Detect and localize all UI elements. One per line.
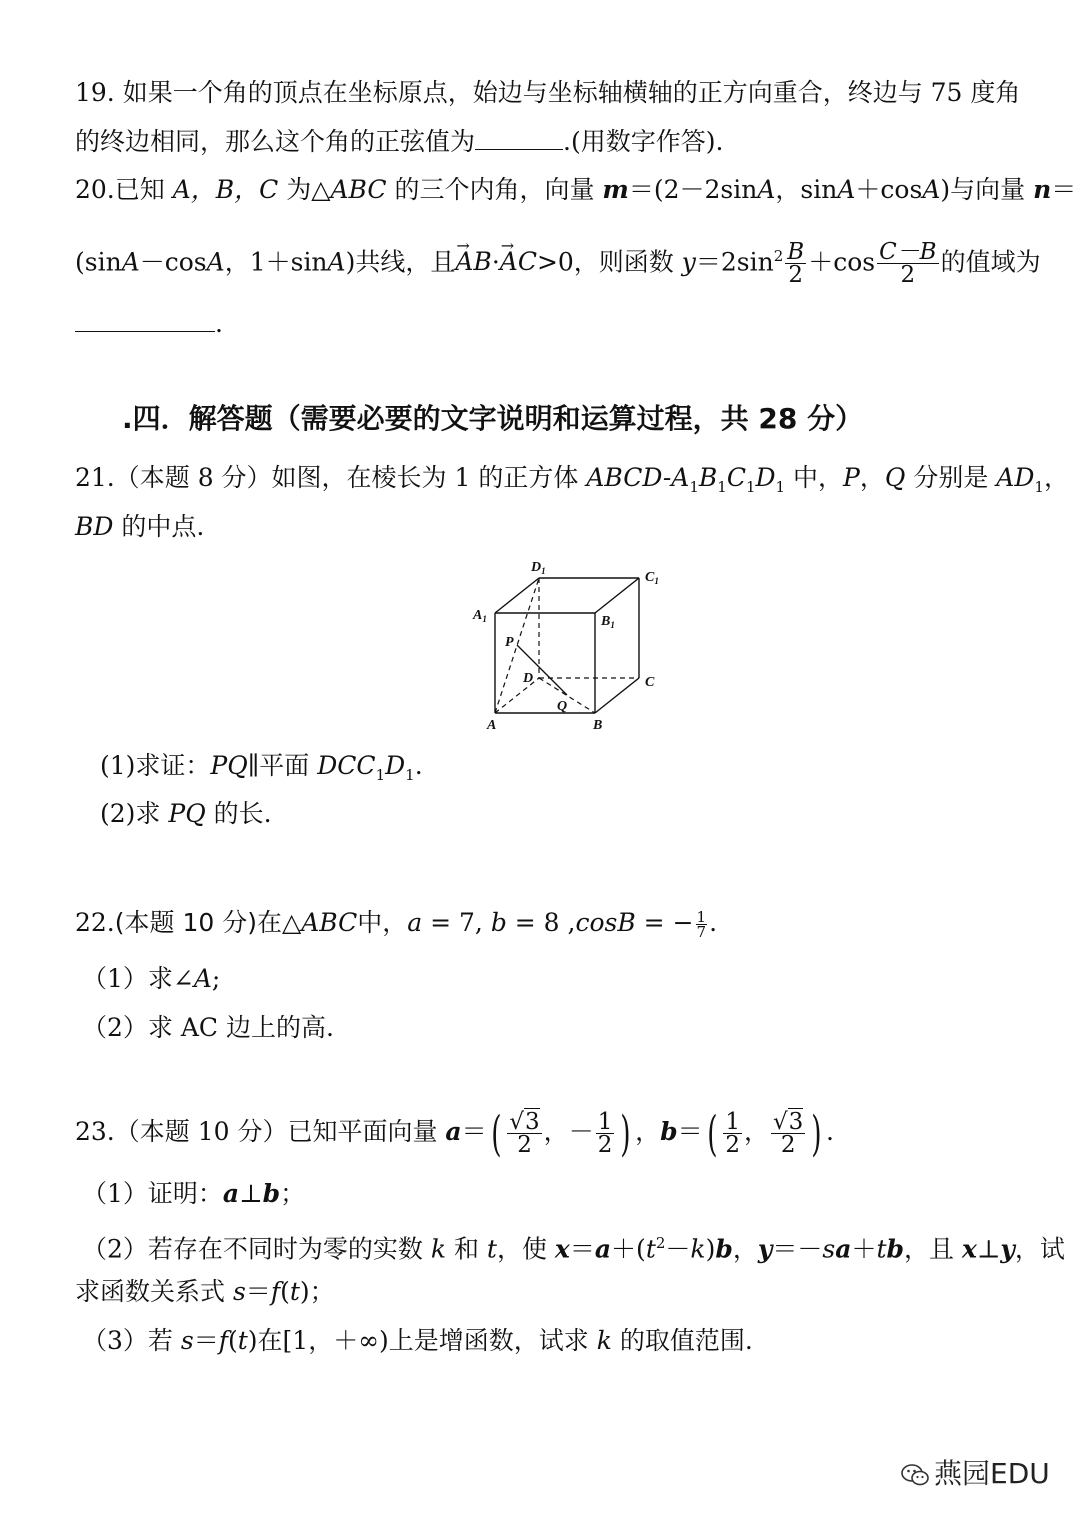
q20-line3 bbox=[75, 307, 223, 341]
q23-t: ，试 bbox=[1014, 1234, 1065, 1264]
q23-t: s bbox=[180, 1326, 194, 1355]
fraction-b-over-2 bbox=[785, 239, 806, 289]
q22-t: 中， bbox=[357, 908, 408, 937]
edge-a1d1 bbox=[495, 578, 539, 613]
wechat-icon bbox=[900, 1462, 930, 1488]
q23-t: y bbox=[757, 1234, 773, 1264]
vector-ab: → AB bbox=[455, 239, 491, 285]
q20-t: A，B，C bbox=[172, 175, 279, 204]
label-c1: $C_1$ bbox=[645, 570, 659, 586]
q22-t: a bbox=[407, 908, 423, 937]
q21-t: 中， bbox=[785, 463, 844, 492]
q23-t: 求函数关系式 bbox=[75, 1277, 233, 1306]
q21-t: P bbox=[843, 463, 860, 492]
q23-t: 和 bbox=[446, 1234, 487, 1264]
q22-part1 bbox=[82, 962, 220, 996]
q23-t: a bbox=[594, 1234, 612, 1264]
frac-num: C－B bbox=[879, 239, 937, 266]
q21-t: (1)求证： bbox=[100, 751, 211, 780]
q20-t: A bbox=[327, 247, 346, 277]
edge-bc bbox=[595, 678, 639, 713]
frac-den: 7 bbox=[696, 923, 707, 941]
q23-t: ， bbox=[543, 1117, 569, 1146]
edge-b1c1 bbox=[595, 578, 639, 613]
q23-t: ， bbox=[732, 1234, 758, 1264]
q21-t: ， bbox=[859, 463, 885, 492]
label-d1: $D_1$ bbox=[531, 560, 546, 576]
q20-t: 20.已知 bbox=[75, 175, 173, 204]
frac-den: 2 bbox=[725, 1132, 740, 1158]
q20-t: ABC bbox=[330, 175, 387, 204]
q21-t: B bbox=[698, 463, 718, 492]
q23-t: x bbox=[554, 1234, 570, 1264]
answer-blank bbox=[75, 309, 215, 332]
q21-t: ABCD-A bbox=[586, 463, 690, 492]
label-c: C bbox=[645, 675, 655, 690]
q23-t: － bbox=[665, 1234, 691, 1264]
fraction-sqrt3-over-2 bbox=[771, 1111, 805, 1156]
q23-t: f bbox=[270, 1277, 281, 1306]
q23-t: t bbox=[289, 1277, 300, 1306]
frac-num: B bbox=[787, 239, 805, 266]
q22-t: cosB bbox=[575, 908, 636, 937]
q22-t: （2）求 AC 边上的高. bbox=[82, 1013, 334, 1042]
q23-t: ＋( bbox=[611, 1234, 646, 1264]
q23-t: f bbox=[218, 1326, 228, 1355]
q23-t: )； bbox=[299, 1277, 335, 1306]
q21-t: DCC bbox=[317, 751, 376, 780]
q23-t: ，且 bbox=[903, 1234, 962, 1264]
frac-num: 1 bbox=[725, 1109, 740, 1135]
q23-t: ) bbox=[705, 1234, 716, 1264]
q20-line2 bbox=[75, 233, 1041, 289]
q20-line1 bbox=[75, 173, 1076, 207]
q21-part1 bbox=[100, 749, 423, 792]
q21-t: 1 bbox=[717, 478, 727, 496]
right-paren: ) bbox=[620, 1105, 631, 1162]
q23-part2-line1 bbox=[82, 1226, 1065, 1266]
q23-t: ， bbox=[635, 1117, 661, 1146]
q23-t: k bbox=[690, 1234, 706, 1264]
q21-t: 1 bbox=[1034, 478, 1044, 496]
q19-line2 bbox=[75, 125, 723, 159]
watermark-text: 燕园EDU bbox=[934, 1457, 1050, 1490]
q21-t: C bbox=[726, 463, 746, 492]
label-p: P bbox=[505, 635, 514, 650]
q23-t: s bbox=[232, 1277, 246, 1306]
left-paren: ( bbox=[490, 1105, 502, 1162]
answer-blank bbox=[475, 127, 563, 150]
section-heading: .四．解答题（需要必要的文字说明和运算过程，共 28 分） bbox=[122, 402, 864, 435]
q23-t: ＝ bbox=[677, 1117, 703, 1146]
q23-t: ； bbox=[280, 1179, 306, 1208]
q23-t: ，使 bbox=[496, 1234, 555, 1264]
q23-t: t bbox=[645, 1234, 656, 1264]
q20-t: ＋cos bbox=[808, 247, 876, 277]
q23-t: a bbox=[835, 1234, 852, 1264]
cube-figure bbox=[465, 553, 675, 738]
sqrt-radicand: 3 bbox=[788, 1109, 804, 1135]
vector-a: a bbox=[445, 1117, 462, 1146]
vector-b: b bbox=[660, 1117, 678, 1146]
q21-t: 的长. bbox=[205, 799, 272, 828]
q23-t: － bbox=[568, 1117, 594, 1146]
frac-den: 2 bbox=[517, 1132, 532, 1158]
q20-t: )共线，且 bbox=[345, 247, 456, 277]
q23-t: s bbox=[822, 1234, 836, 1264]
q23-t: （2）若存在不同时为零的实数 bbox=[82, 1234, 431, 1264]
q20-t: A bbox=[206, 247, 225, 277]
fraction-half bbox=[596, 1111, 615, 1156]
q23-t: ＝ bbox=[193, 1326, 219, 1355]
q20-t: 为△ bbox=[278, 175, 331, 204]
q23-t: ⊥ bbox=[239, 1179, 263, 1208]
frac-num: √3 bbox=[772, 1109, 804, 1135]
q19-line1 bbox=[75, 76, 1020, 110]
frac-num: 1 bbox=[597, 1109, 613, 1135]
q23-t: . bbox=[826, 1117, 834, 1146]
q20-t: · bbox=[491, 247, 500, 277]
label-b1: $B_1$ bbox=[601, 614, 615, 630]
q22-line1 bbox=[75, 903, 717, 943]
q21-t: BD bbox=[75, 512, 114, 541]
label-d: D bbox=[523, 671, 534, 686]
vector-ac: → AC bbox=[500, 239, 537, 285]
q21-t: ∥平面 bbox=[247, 751, 318, 780]
right-paren: ) bbox=[811, 1105, 822, 1162]
q23-t: a bbox=[222, 1179, 240, 1208]
frac-den: 2 bbox=[900, 262, 916, 289]
q21-line1 bbox=[75, 461, 1069, 504]
q21-t: 1 bbox=[775, 478, 786, 496]
q23-t: t bbox=[237, 1326, 248, 1355]
q22-t: ABC bbox=[301, 908, 358, 937]
fraction-c-minus-b-over-2 bbox=[877, 239, 939, 289]
q22-t: b bbox=[490, 908, 507, 937]
q21-t: AD bbox=[996, 463, 1035, 492]
q23-t: ⊥ bbox=[976, 1234, 1001, 1264]
q23-t: b bbox=[715, 1234, 733, 1264]
q22-part2 bbox=[82, 1011, 334, 1045]
frac-num: 1 bbox=[696, 908, 707, 926]
q21-t: 1 bbox=[689, 478, 699, 496]
label-a: A bbox=[487, 718, 497, 733]
q21-t: Q bbox=[884, 463, 906, 492]
q20-t: ，sin bbox=[775, 175, 838, 204]
q23-t: （1）证明： bbox=[82, 1179, 223, 1208]
label-b: B bbox=[593, 718, 603, 733]
q21-t: 的中点. bbox=[113, 512, 205, 541]
q21-line2 bbox=[75, 510, 204, 544]
q20-t: ＝ bbox=[1051, 175, 1077, 204]
q23-part3 bbox=[82, 1324, 753, 1358]
q20-t: A bbox=[757, 175, 776, 204]
q20-t: ＋cos bbox=[855, 175, 923, 204]
q21-t: 1 bbox=[405, 766, 415, 784]
label-a1: $A_1$ bbox=[473, 608, 487, 624]
q21-t: . bbox=[414, 751, 423, 780]
q20-t: 2 bbox=[773, 247, 784, 265]
fraction-one-seventh bbox=[696, 910, 708, 939]
q21-t: (2)求 bbox=[100, 799, 169, 828]
q23-part2-line2 bbox=[75, 1275, 335, 1309]
q23-t: t bbox=[486, 1234, 497, 1264]
q20-t: ，1＋sin bbox=[224, 247, 328, 277]
q20-t: . bbox=[215, 309, 223, 338]
q23-t: （3）若 bbox=[82, 1326, 181, 1355]
left-paren: ( bbox=[706, 1105, 718, 1162]
q20-t: 的三个内角，向量 bbox=[386, 175, 603, 204]
q21-t: PQ bbox=[168, 799, 206, 828]
q23-t: ( bbox=[280, 1277, 290, 1306]
q20-vector-n: n bbox=[1033, 175, 1052, 204]
q23-t: y bbox=[1000, 1234, 1015, 1264]
q19-text-1: 19. 如果一个角的顶点在坐标原点，始边与坐标轴横轴的正方向重合，终边与 75 度角 bbox=[75, 78, 1021, 107]
q21-part2 bbox=[100, 797, 272, 831]
q22-t: . bbox=[709, 908, 718, 937]
q23-t: ＝ bbox=[461, 1117, 487, 1146]
q20-t: －cos bbox=[139, 247, 207, 277]
q23-t: b bbox=[262, 1179, 281, 1208]
q20-t: )与向量 bbox=[940, 175, 1034, 204]
q22-t: 22. bbox=[75, 908, 115, 937]
frac-den: 2 bbox=[788, 262, 804, 289]
q19-text-3: .(用数字作答). bbox=[563, 127, 724, 156]
q22-t: = − bbox=[635, 908, 694, 937]
q20-vector-m: m bbox=[602, 175, 629, 204]
label-q: Q bbox=[557, 699, 568, 714]
q23-t: ， bbox=[743, 1117, 769, 1146]
q20-t: A bbox=[837, 175, 856, 204]
q21-t: ， bbox=[1043, 463, 1069, 492]
q23-t: ＝－ bbox=[772, 1234, 823, 1264]
q22-t: （1）求∠ bbox=[82, 964, 194, 993]
sqrt-radicand: 3 bbox=[525, 1109, 540, 1135]
q20-t: ＝2sin bbox=[695, 247, 774, 277]
q21-t: 21.（本题 8 分）如图，在棱长为 1 的正方体 bbox=[75, 463, 587, 492]
watermark bbox=[900, 1452, 1050, 1492]
q23-t: k bbox=[596, 1326, 612, 1355]
q20-t: 的值域为 bbox=[940, 247, 1041, 277]
q21-t: 1 bbox=[745, 478, 756, 496]
q23-t: 23.（本题 10 分）已知平面向量 bbox=[75, 1117, 446, 1146]
fraction-half bbox=[723, 1111, 742, 1156]
q22-t: A bbox=[193, 964, 212, 993]
q22-t: ; bbox=[211, 964, 221, 993]
q21-t: PQ bbox=[210, 751, 248, 780]
q23-t: b bbox=[886, 1234, 904, 1264]
q23-t: ＋ bbox=[851, 1234, 877, 1264]
q23-t: x bbox=[961, 1234, 977, 1264]
q22-t: 在△ bbox=[256, 908, 302, 937]
q23-t: )在[1，＋∞)上是增函数，试求 bbox=[247, 1326, 597, 1355]
q23-part1 bbox=[82, 1177, 305, 1211]
q19-text-2: 的终边相同，那么这个角的正弦值为 bbox=[75, 127, 476, 156]
q20-t: y bbox=[681, 247, 696, 277]
q20-t: ＝(2－2sin bbox=[628, 175, 758, 204]
fraction-sqrt3-over-2 bbox=[507, 1111, 541, 1156]
q20-t: >0，则函数 bbox=[536, 247, 682, 277]
q22-t: (本题 10 分) bbox=[114, 908, 257, 937]
q21-t: 分别是 bbox=[905, 463, 997, 492]
q21-t: 1 bbox=[375, 766, 386, 784]
q23-t: 2 bbox=[655, 1234, 666, 1252]
q23-t: 的取值范围. bbox=[611, 1326, 753, 1355]
q20-t: (sin bbox=[75, 247, 122, 277]
q21-t: D bbox=[385, 751, 406, 780]
q23-line1 bbox=[75, 1104, 834, 1160]
q20-t: A bbox=[922, 175, 941, 204]
segment-pq bbox=[517, 645, 567, 695]
q23-t: ( bbox=[227, 1326, 238, 1355]
q22-t: = 8 , bbox=[506, 908, 576, 937]
q20-t: A bbox=[121, 247, 140, 277]
q22-t: = 7, bbox=[422, 908, 491, 937]
q23-t: ＝ bbox=[569, 1234, 595, 1264]
q23-t: k bbox=[430, 1234, 447, 1264]
frac-den: 2 bbox=[780, 1132, 796, 1158]
q23-t: ＝ bbox=[245, 1277, 271, 1306]
frac-den: 2 bbox=[597, 1132, 613, 1158]
q21-t: D bbox=[755, 463, 776, 492]
q23-t: t bbox=[876, 1234, 887, 1264]
frac-num: √3 bbox=[509, 1109, 540, 1135]
